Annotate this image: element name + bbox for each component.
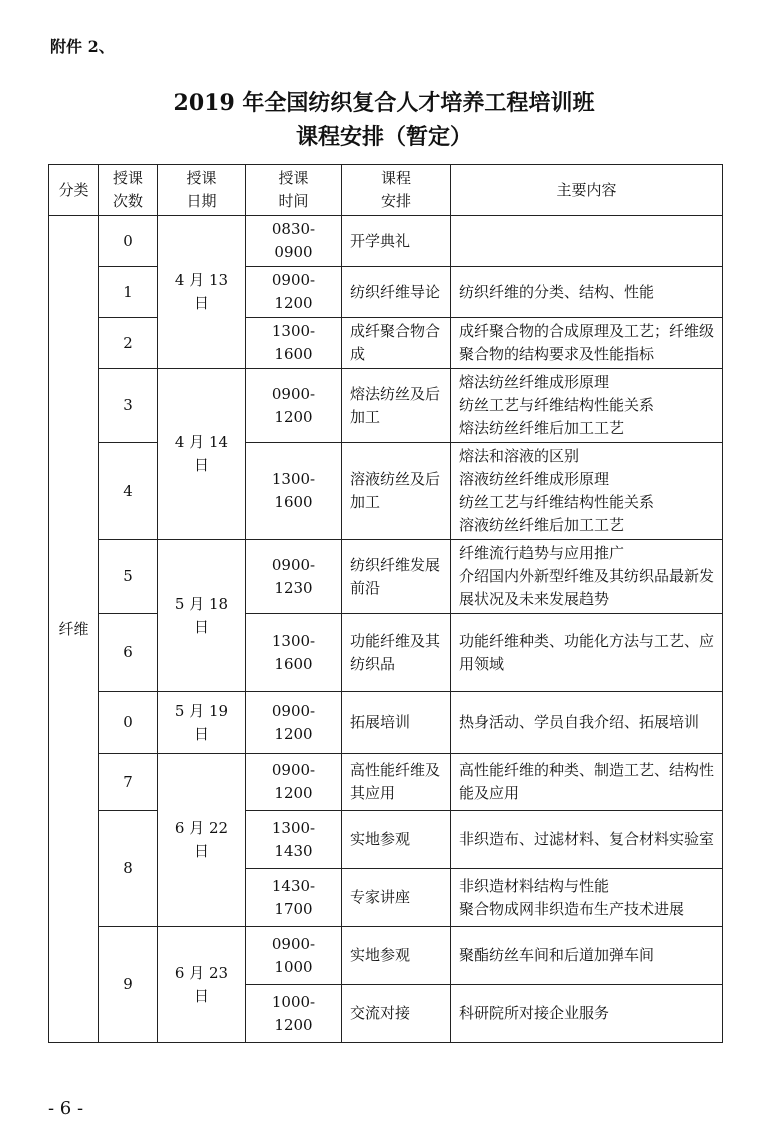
session-cell: 0 [99,216,158,267]
attachment-label: 附件 2、 [50,37,115,56]
course-cell: 溶液纺丝及后加工 [342,443,451,540]
page-subtitle: 课程安排（暂定） [295,124,472,150]
table-row [49,540,723,614]
session-cell: 4 [99,443,158,540]
date-cell: 5 月 19 日 [158,692,246,754]
course-cell: 开学典礼 [342,216,451,267]
session-cell: 3 [99,369,158,443]
session-cell: 5 [99,540,158,614]
page-number: - 6 - [48,1098,84,1119]
course-cell: 纺织纤维发展前沿 [342,540,451,614]
content-cell: 纺织纤维的分类、结构、性能 [451,267,723,318]
header-row [49,165,723,216]
page-title: 2019 年全国纺织复合人才培养工程培训班 [173,90,595,116]
course-cell: 高性能纤维及其应用 [342,754,451,811]
session-cell: 9 [99,927,158,1043]
content-cell: 非织造布、过滤材料、复合材料实验室 [451,811,723,869]
content-cell: 成纤聚合物的合成原理及工艺；纤维级聚合物的结构要求及性能指标 [451,318,723,369]
course-cell: 纺织纤维导论 [342,267,451,318]
time-cell: 0900-1200 [246,369,342,443]
content-cell [451,216,723,267]
table-row [49,811,723,869]
session-cell: 0 [99,692,158,754]
header-category: 分类 [49,165,99,216]
content-cell: 高性能纤维的种类、制造工艺、结构性能及应用 [451,754,723,811]
session-cell: 1 [99,267,158,318]
content-cell: 熔法和溶液的区别 溶液纺丝纤维成形原理 纺丝工艺与纤维结构性能关系 溶液纺丝纤维后加工工艺 [451,443,723,540]
content-cell: 纤维流行趋势与应用推广 介绍国内外新型纤维及其纺织品最新发展状况及未来发展趋势 [451,540,723,614]
time-cell: 1300-1600 [246,318,342,369]
content-cell: 科研院所对接企业服务 [451,985,723,1043]
content-cell: 热身活动、学员自我介绍、拓展培训 [451,692,723,754]
course-cell: 专家讲座 [342,869,451,927]
course-cell: 实地参观 [342,927,451,985]
time-cell: 0900-1230 [246,540,342,614]
table-row [49,614,723,692]
time-cell: 0900-1200 [246,754,342,811]
course-cell: 功能纤维及其纺织品 [342,614,451,692]
content-cell: 聚酯纺丝车间和后道加弹车间 [451,927,723,985]
content-cell: 熔法纺丝纤维成形原理 纺丝工艺与纤维结构性能关系 熔法纺丝纤维后加工工艺 [451,369,723,443]
time-cell: 1000-1200 [246,985,342,1043]
table-row [49,754,723,811]
table-row [49,692,723,754]
table-row [49,443,723,540]
session-cell: 8 [99,811,158,927]
date-cell: 5 月 18 日 [158,540,246,692]
category-cell: 纤维 [49,216,99,1043]
date-cell: 4 月 13 日 [158,216,246,369]
course-cell: 交流对接 [342,985,451,1043]
time-cell: 1300-1600 [246,614,342,692]
header-date: 授课 日期 [158,165,246,216]
date-cell: 4 月 14 日 [158,369,246,540]
time-cell: 1430-1700 [246,869,342,927]
content-cell: 功能纤维种类、功能化方法与工艺、应用领域 [451,614,723,692]
header-content: 主要内容 [451,165,723,216]
course-cell: 熔法纺丝及后加工 [342,369,451,443]
time-cell: 1300-1600 [246,443,342,540]
table-row [49,216,723,267]
time-cell: 0900-1200 [246,692,342,754]
content-cell: 非织造材料结构与性能 聚合物成网非织造布生产技术进展 [451,869,723,927]
course-cell: 拓展培训 [342,692,451,754]
table-row [49,267,723,318]
header-course: 课程 安排 [342,165,451,216]
session-cell: 2 [99,318,158,369]
session-cell: 7 [99,754,158,811]
date-cell: 6 月 23 日 [158,927,246,1043]
table-row [49,318,723,369]
time-cell: 1300-1430 [246,811,342,869]
table-row [49,927,723,985]
header-time: 授课 时间 [246,165,342,216]
time-cell: 0900-1000 [246,927,342,985]
session-cell: 6 [99,614,158,692]
time-cell: 0900-1200 [246,267,342,318]
table-row [49,369,723,443]
header-session: 授课 次数 [99,165,158,216]
time-cell: 0830-0900 [246,216,342,267]
schedule-table [48,164,723,1043]
course-cell: 成纤聚合物合成 [342,318,451,369]
date-cell: 6 月 22 日 [158,754,246,927]
course-cell: 实地参观 [342,811,451,869]
